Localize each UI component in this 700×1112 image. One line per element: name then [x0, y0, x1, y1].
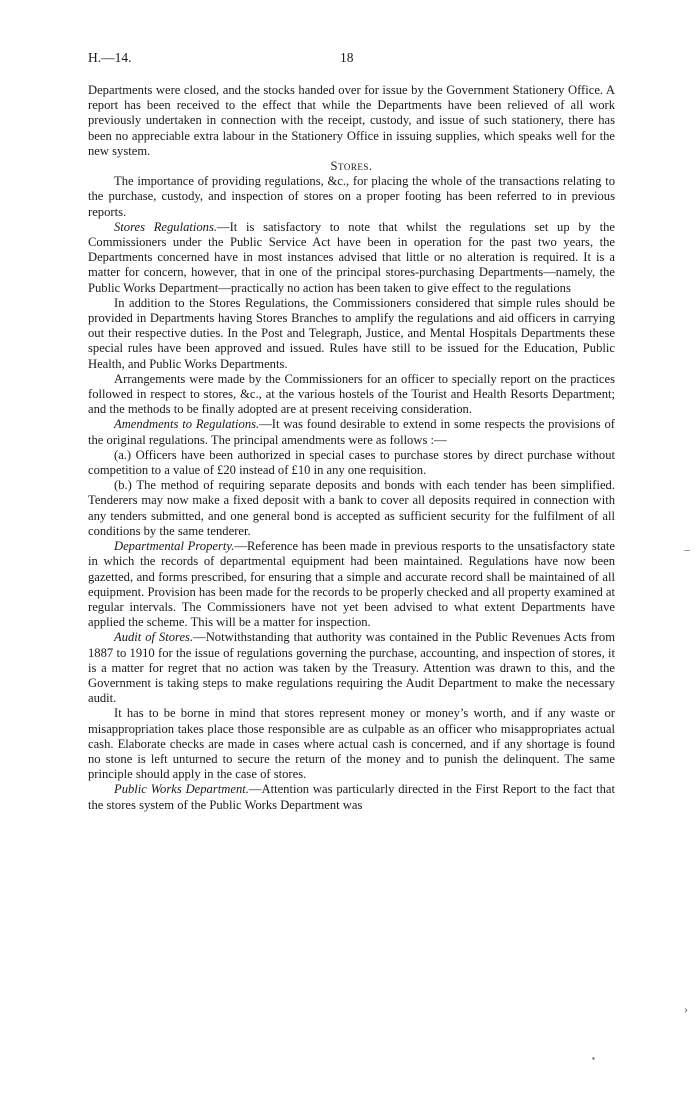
margin-mark: ‒: [684, 542, 690, 556]
page-header: [88, 50, 615, 70]
paragraph: Audit of Stores.—Notwithstanding that authority was contained in the Public Revenues Acts from 1887 to 1910 for the issue of regulations governing the purchase, accounting, and inspection of stores, it is a matter for regret that no action was taken by the Treasury. Attention was drawn to this, and the Government is taking steps to make regulations requiring the Audit Department to make the necessary audit.: [88, 630, 616, 706]
margin-mark: ›: [684, 1002, 688, 1016]
section-heading-stores: Stores.: [330, 159, 373, 174]
paragraph-lead: Public Works Department.: [114, 782, 249, 797]
paragraph-lead: Audit of Stores.: [114, 630, 194, 645]
page-number: 18: [340, 50, 354, 65]
paragraph: Departmental Property.—Reference has been made in previous resports to the unsatisfactory state in which the records of departmental equipment had been maintained. Regulations have now been gazetted, and forms prescribed, for ensuring that a simple and accurate record shall be maintained of all equipment. Provision has been made for the records to be properly checked and all property examined at regular intervals. The Commissioners have not yet been advised to what extent Departments have applied the scheme. This will be a matter for inspection.: [88, 539, 616, 630]
paragraph: Arrangements were made by the Commissioners for an officer to specially report on the practices followed in respect to stores, &c., at the various hostels of the Tourist and Health Resorts Department; and the methods to be finally adopted are at present receiving consideration.: [88, 371, 615, 417]
paragraph: Stores Regulations.—It is satisfactory to note that whilst the regulations set up by the Commissioners under the Public Service Act have been in operation for the past two years, the Departments concerned have in most instances advised that little or no alteration is required. It is a matter for concern, however, that in one of the principal stores-purchasing Departments—namely, the Public Works Department—practically no action has been taken to give effect to the regulations: [88, 219, 615, 295]
list-item-b: (b.) The method of requiring separate deposits and bonds with each tender has been simplified. Tenderers may now make a fixed deposit with a bank to cover all deposits required in connection with any tenders submitted, and one general bond is accepted as sufficient security for the fulfilment of all conditions by the same tenderer.: [88, 478, 615, 538]
paragraph: Amendments to Regulations.—It was found desirable to extend in some respects the provisions of the original regulations. The principal amendments were as follows :—: [88, 417, 615, 447]
list-item-a: (a.) Officers have been authorized in special cases to purchase stores by direct purchase without competition to a value of £20 instead of £10 in any one requisition.: [88, 447, 615, 478]
paragraph: Departments were closed, and the stocks handed over for issue by the Government Stationery Office. A report has been received to the effect that while the Departments have been relieved of all work previously undertaken in connection with the receipt, custody, and issue of such stationery, there has been no appreciable extra labour in the Stationery Office in issuing supplies, which speaks well for the new system.: [88, 83, 615, 158]
paragraph-lead: Departmental Property.: [114, 539, 235, 554]
paragraph: The importance of providing regulations, &c., for placing the whole of the transactions relating to the purchase, custody, and inspection of stores on a proper footing has been referred to in previous reports.: [88, 174, 615, 219]
paragraph: It has to be borne in mind that stores represent money or money’s worth, and if any waste or misappropriation takes place those responsible are as culpable as an officer who misappropriates actual cash. Elaborate checks are made in cases where actual cash is concerned, and if any shortage is found no stone is left unturned to secure the return of the money and to punish the delinquent. The same principle should apply in the case of stores.: [88, 706, 615, 782]
body-text: [88, 83, 615, 813]
document-reference: H.—14.: [88, 50, 132, 65]
paragraph-lead: Stores Regulations.: [114, 219, 218, 234]
paragraph: In addition to the Stores Regulations, the Commissioners considered that simple rules should be provided in Departments having Stores Branches to amplify the regulations and aid officers in carrying out their respective duties. In the Post and Telegraph, Justice, and Mental Hospitals Departments these special rules have been approved and issued. Rules have still to be issued for the Education, Public Health, and Public Works Departments.: [88, 295, 615, 371]
paragraph-lead: Amendments to Regulations.: [114, 417, 260, 432]
paragraph: Public Works Department.—Attention was particularly directed in the First Report to the fact that the stores system of the Public Works Department was: [88, 782, 615, 812]
margin-mark: ▪: [592, 1054, 595, 1063]
